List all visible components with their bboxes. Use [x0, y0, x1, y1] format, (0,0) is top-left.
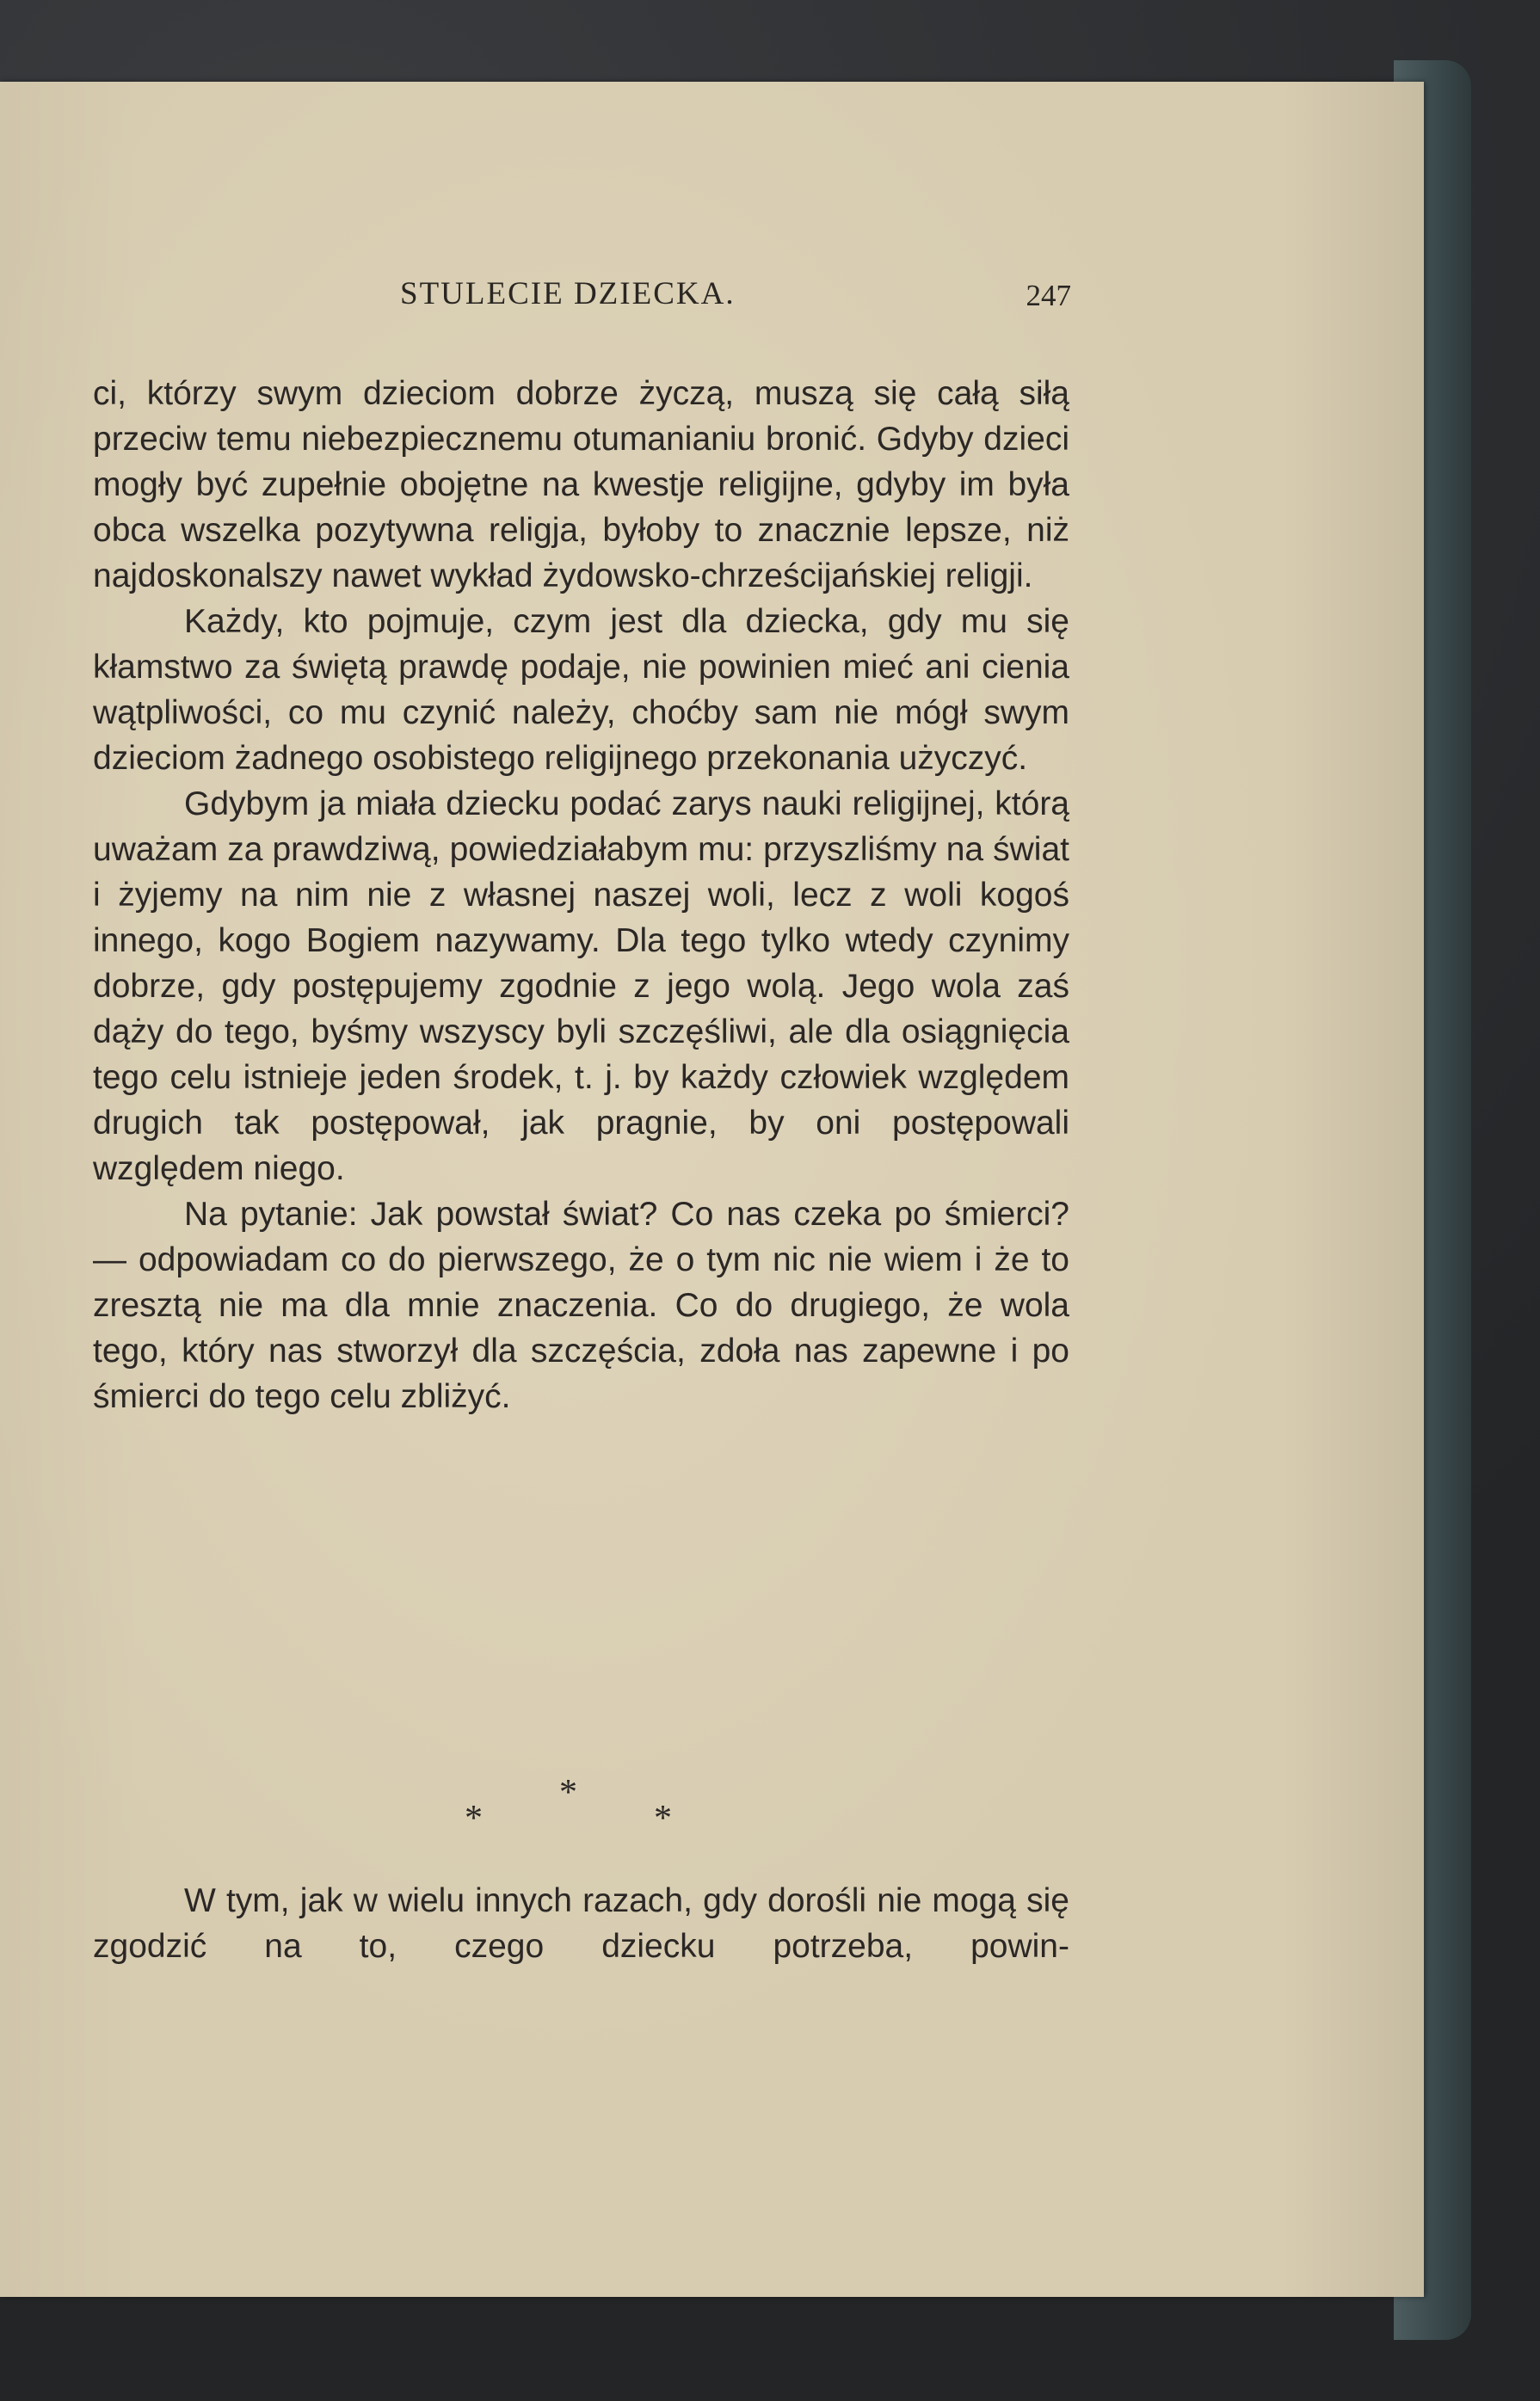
- page-number: 247: [1026, 279, 1071, 312]
- continuation-text: [93, 1878, 1069, 1969]
- separator-asterisk-top: *: [559, 1773, 577, 1813]
- paragraph-5: W tym, jak w wielu innych razach, gdy dorośli nie mogą się zgodzić na to, czego dziecku potrzeba, powin-: [93, 1882, 1069, 1965]
- separator-asterisk-right: *: [654, 1799, 672, 1838]
- paragraph-4: Na pytanie: Jak powstał świat? Co nas czeka po śmierci? — odpowiadam co do pierwszego, że o tym nic nie wiem i że to zresztą nie ma dla mnie znaczenia. Co do drugiego, że wola tego, który nas stworzył dla szczęścia, zdoła nas zapewne i po śmierci do tego celu zbliżyć.: [93, 1196, 1069, 1415]
- page-header: [95, 275, 1071, 336]
- paragraph-1: ci, którzy swym dzieciom dobrze życzą, muszą się całą siłą przeciw temu niebezpiecznemu otumanianiu bronić. Gdyby dzieci mogły być zupełnie obojętne na kwestje religijne, gdyby im była obca wszelka pozytywna religja, byłoby to znacznie lepsze, niż najdoskonalszy nawet wykład żydowsko-chrześcijańskiej religji.: [93, 375, 1069, 594]
- paragraph-3: Gdybym ja miała dziecku podać zarys nauki religijnej, którą uważam za prawdziwą, powiedziałabym mu: przyszliśmy na świat i żyjemy na nim nie z własnej naszej woli, lecz z woli kogoś innego, kogo Bogiem nazywamy. Dla tego tylko wtedy czynimy dobrze, gdy postępujemy zgodnie z jego wolą. Jego wola zaś dąży do tego, byśmy wszyscy byli szczęśliwi, ale dla osiągnięcia tego celu istnieje jeden środek, t. j. by każdy człowiek względem drugich tak postępował, jak pragnie, by oni postępowali względem niego.: [93, 785, 1069, 1187]
- separator-asterisk-left: *: [465, 1799, 483, 1838]
- body-text: [93, 371, 1069, 1419]
- paragraph-2: Każdy, kto pojmuje, czym jest dla dziecka, gdy mu się kłamstwo za świętą prawdę podaje, nie powinien mieć ani cienia wątpliwości, co mu czynić należy, choćby sam nie mógł swym dzieciom żadnego osobistego religijnego przekonania użyczyć.: [93, 603, 1069, 777]
- section-separator: [465, 1772, 680, 1841]
- book-page: [0, 82, 1424, 2297]
- running-title: STULECIE DZIECKA.: [400, 276, 736, 311]
